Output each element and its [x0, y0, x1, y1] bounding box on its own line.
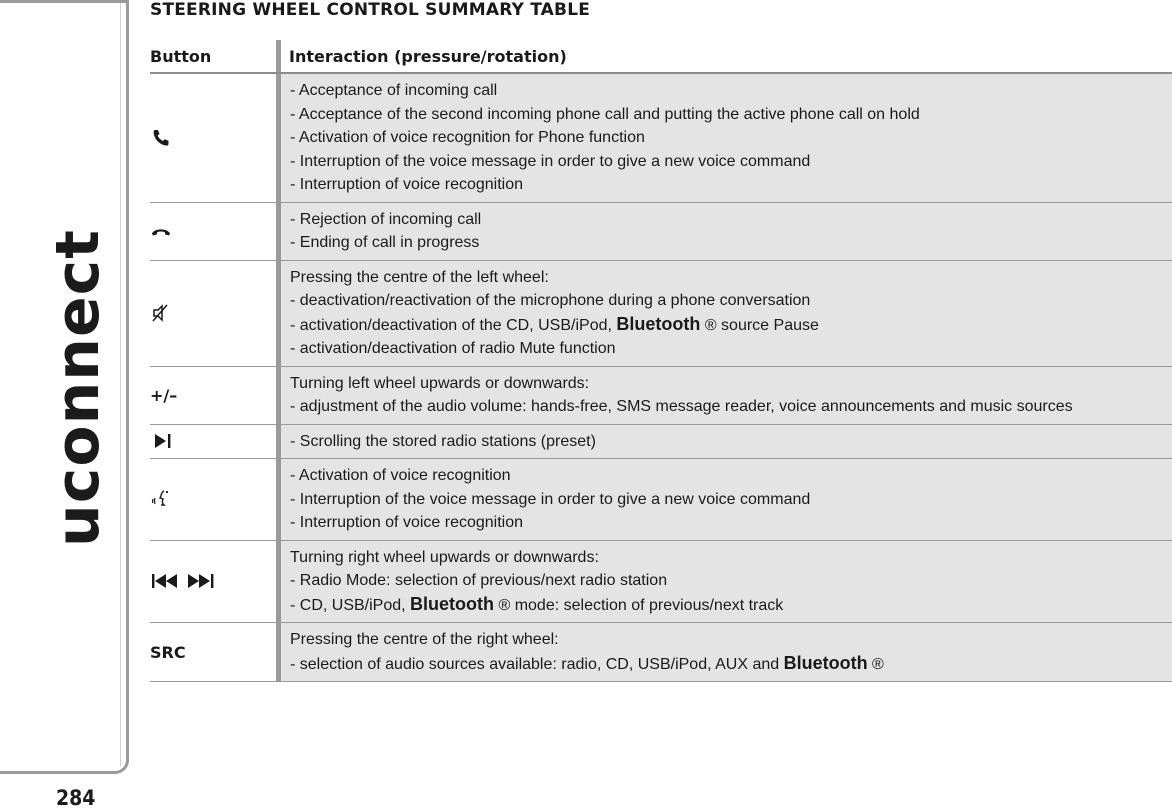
button-cell	[150, 261, 276, 366]
interaction-cell	[281, 367, 1172, 424]
button-cell	[150, 203, 276, 260]
interaction-line: Pressing the centre of the right wheel:	[290, 631, 559, 648]
table-row	[150, 459, 1172, 541]
interaction-cell	[281, 425, 1172, 459]
interaction-line: - Scrolling the stored radio stations (preset)	[290, 432, 596, 450]
interaction-line: - Interruption of the voice message in order to give a new voice command	[290, 152, 811, 170]
button-label: +/–	[150, 385, 178, 405]
phone-answer-icon	[150, 127, 172, 149]
table-row	[150, 203, 1172, 261]
line-text: ® source Pause	[700, 316, 819, 334]
interaction-line: - Interruption of the voice message in order to give a new voice command	[290, 490, 811, 508]
interaction-line: - deactivation/reactivation of the microphone during a phone conversation	[290, 292, 811, 309]
uconnect-logo	[43, 229, 113, 547]
table-row	[150, 623, 1172, 682]
interaction-line: - Rejection of incoming call	[290, 210, 482, 228]
column-header-button: Button	[150, 46, 212, 66]
bluetooth-brand: Bluetooth	[616, 313, 701, 334]
bluetooth-brand: Bluetooth	[410, 593, 495, 614]
column-header-interaction: Interaction (pressure/rotation)	[289, 46, 567, 66]
button-cell	[150, 541, 276, 623]
page-title: STEERING WHEEL CONTROL SUMMARY TABLE	[150, 0, 591, 20]
table-row	[150, 261, 1172, 367]
interaction-line: - Activation of voice recognition for Phone function	[290, 129, 645, 146]
interaction-line	[290, 593, 1164, 618]
button-cell	[150, 74, 276, 202]
interaction-cell	[281, 261, 1172, 366]
line-text: - CD, USB/iPod,	[290, 596, 411, 614]
interaction-cell	[281, 74, 1172, 202]
interaction-cell	[281, 623, 1172, 681]
line-text: ® mode: selection of previous/next track	[494, 596, 784, 614]
table-body	[150, 74, 1172, 682]
button-cell	[150, 459, 276, 540]
interaction-line: - adjustment of the audio volume: hands-free, SMS message reader, voice announcements and music sources	[290, 398, 1073, 415]
bluetooth-brand: Bluetooth	[783, 652, 868, 673]
logo-text: uconnect	[43, 229, 113, 547]
page-number: 284	[56, 786, 96, 810]
next-preset-icon	[150, 431, 174, 451]
button-cell	[150, 367, 276, 424]
steering-control-table	[150, 40, 1172, 682]
interaction-line: - Acceptance of incoming call	[290, 82, 498, 99]
interaction-line: - Activation of voice recognition	[290, 467, 511, 484]
interaction-line: Pressing the centre of the left wheel:	[290, 268, 549, 286]
interaction-line: - Ending of call in progress	[290, 234, 480, 251]
table-row	[150, 367, 1172, 425]
interaction-cell	[281, 203, 1172, 260]
button-label: SRC	[150, 642, 186, 662]
voice-command-icon	[150, 488, 172, 510]
table-row	[150, 425, 1172, 460]
interaction-line: - activation/deactivation of radio Mute function	[290, 340, 616, 357]
interaction-line: - Interruption of voice recognition	[290, 176, 524, 193]
table-header	[150, 40, 1172, 74]
line-text: ®	[867, 655, 884, 673]
mute-icon	[150, 302, 172, 324]
interaction-line	[290, 313, 1164, 338]
table-row	[150, 541, 1172, 624]
phone-hangup-icon	[150, 222, 172, 240]
interaction-line	[290, 652, 1164, 677]
prev-next-track-icon	[150, 571, 220, 591]
interaction-line: - Radio Mode: selection of previous/next radio station	[290, 572, 668, 589]
interaction-cell	[281, 459, 1172, 540]
button-cell	[150, 425, 276, 459]
table-row	[150, 74, 1172, 203]
interaction-line: - Acceptance of the second incoming phone call and putting the active phone call on hold	[290, 105, 920, 123]
interaction-line: Turning left wheel upwards or downwards:	[290, 374, 590, 392]
interaction-line: - Interruption of voice recognition	[290, 514, 524, 531]
button-cell	[150, 623, 276, 681]
line-text: - selection of audio sources available: radio, CD, USB/iPod, AUX and	[290, 655, 784, 673]
line-text: - activation/deactivation of the CD, USB/iPod,	[290, 316, 617, 334]
interaction-cell	[281, 541, 1172, 623]
interaction-line: Turning right wheel upwards or downwards:	[290, 548, 599, 566]
